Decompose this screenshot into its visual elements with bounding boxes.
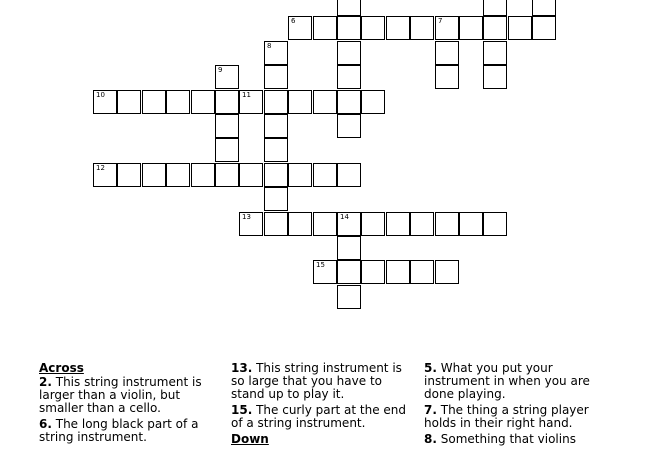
grid-cell-11[interactable] <box>239 90 263 114</box>
clue-column-1 <box>39 362 209 447</box>
clue-number: 8. <box>424 432 437 446</box>
grid-cell[interactable] <box>435 260 459 284</box>
grid-cell[interactable] <box>337 236 361 260</box>
grid-cell-10[interactable] <box>93 90 117 114</box>
cell-number: 14 <box>340 213 349 221</box>
grid-cell[interactable] <box>361 260 385 284</box>
cell-number: 7 <box>438 17 443 25</box>
grid-cell-8[interactable] <box>264 41 288 65</box>
grid-cell[interactable] <box>483 16 507 40</box>
grid-cell-13[interactable] <box>239 212 263 236</box>
grid-cell-7[interactable] <box>435 16 459 40</box>
clue-down-8 <box>424 433 602 446</box>
grid-cell-12[interactable] <box>93 163 117 187</box>
grid-cell[interactable] <box>337 163 361 187</box>
grid-cell[interactable] <box>264 114 288 138</box>
grid-cell[interactable] <box>337 65 361 89</box>
grid-cell[interactable] <box>337 90 361 114</box>
grid-cell[interactable] <box>264 187 288 211</box>
grid-cell[interactable] <box>117 90 141 114</box>
grid-cell[interactable] <box>264 65 288 89</box>
grid-cell[interactable] <box>435 65 459 89</box>
grid-cell[interactable] <box>142 163 166 187</box>
grid-cell[interactable] <box>215 90 239 114</box>
cell-number: 6 <box>291 17 296 25</box>
grid-cell[interactable] <box>410 212 434 236</box>
clue-number: 7. <box>424 403 437 417</box>
cell-number: 13 <box>242 213 251 221</box>
clue-text: The curly part at the end of a string instrument. <box>231 403 407 430</box>
grid-cell[interactable] <box>264 163 288 187</box>
clue-text: The thing a string player holds in their right hand. <box>424 403 589 430</box>
grid-cell[interactable] <box>386 260 410 284</box>
grid-cell[interactable] <box>239 163 263 187</box>
grid-cell[interactable] <box>532 16 556 40</box>
grid-cell[interactable] <box>459 16 483 40</box>
grid-cell[interactable] <box>361 90 385 114</box>
clue-across-13 <box>231 362 419 401</box>
grid-cell[interactable] <box>508 16 532 40</box>
grid-cell[interactable] <box>215 163 239 187</box>
grid-cell[interactable] <box>386 212 410 236</box>
grid-cell[interactable] <box>264 90 288 114</box>
grid-cell[interactable] <box>435 212 459 236</box>
clue-across-2 <box>39 376 209 415</box>
clue-down-5 <box>424 362 602 401</box>
cell-number: 8 <box>267 42 272 50</box>
clue-text: This string instrument is so large that you have to stand up to play it. <box>231 361 402 401</box>
grid-cell[interactable] <box>215 138 239 162</box>
clue-column-3 <box>424 362 602 449</box>
grid-cell-6[interactable] <box>288 16 312 40</box>
grid-cell[interactable] <box>313 212 337 236</box>
grid-cell[interactable] <box>337 260 361 284</box>
grid-cell[interactable] <box>337 16 361 40</box>
grid-cell[interactable] <box>361 212 385 236</box>
grid-cell[interactable] <box>361 16 385 40</box>
grid-cell-14[interactable] <box>337 212 361 236</box>
clue-text: This string instrument is larger than a violin, but smaller than a cello. <box>39 375 202 415</box>
clue-across-6 <box>39 418 209 444</box>
grid-cell[interactable] <box>313 163 337 187</box>
grid-cell[interactable] <box>288 90 312 114</box>
grid-cell[interactable] <box>166 163 190 187</box>
grid-cell[interactable] <box>410 16 434 40</box>
grid-cell[interactable] <box>264 138 288 162</box>
grid-cell[interactable] <box>142 90 166 114</box>
grid-cell[interactable] <box>483 0 507 16</box>
cell-number: 10 <box>96 91 105 99</box>
clue-number: 15. <box>231 403 253 417</box>
grid-cell[interactable] <box>117 163 141 187</box>
clue-text: Something that violins <box>440 432 576 446</box>
clue-text: What you put your instrument in when you are done playing. <box>424 361 590 401</box>
cell-number: 11 <box>242 91 251 99</box>
grid-cell[interactable] <box>337 0 361 16</box>
cell-number: 9 <box>218 66 223 74</box>
grid-cell-9[interactable] <box>215 65 239 89</box>
clue-across-15 <box>231 404 419 430</box>
grid-cell[interactable] <box>215 114 239 138</box>
clue-number: 6. <box>39 417 52 431</box>
grid-cell[interactable] <box>483 212 507 236</box>
grid-cell[interactable] <box>410 260 434 284</box>
grid-cell[interactable] <box>337 41 361 65</box>
clue-number: 13. <box>231 361 253 375</box>
clue-down-7 <box>424 404 602 430</box>
grid-cell[interactable] <box>313 16 337 40</box>
grid-cell-15[interactable] <box>313 260 337 284</box>
clue-column-2 <box>231 362 419 447</box>
cell-number: 12 <box>96 164 105 172</box>
grid-cell[interactable] <box>191 163 215 187</box>
grid-cell[interactable] <box>386 16 410 40</box>
grid-cell[interactable] <box>483 41 507 65</box>
grid-cell[interactable] <box>532 0 556 16</box>
grid-cell[interactable] <box>313 90 337 114</box>
grid-cell[interactable] <box>337 285 361 309</box>
clue-number: 2. <box>39 375 52 389</box>
across-heading: Across <box>39 361 84 375</box>
grid-cell[interactable] <box>337 114 361 138</box>
grid-cell[interactable] <box>435 41 459 65</box>
cell-number: 15 <box>316 261 325 269</box>
down-heading: Down <box>231 432 269 446</box>
grid-cell[interactable] <box>264 212 288 236</box>
grid-cell[interactable] <box>288 163 312 187</box>
grid-cell[interactable] <box>191 90 215 114</box>
grid-cell[interactable] <box>166 90 190 114</box>
grid-cell[interactable] <box>288 212 312 236</box>
clue-number: 5. <box>424 361 437 375</box>
grid-cell[interactable] <box>459 212 483 236</box>
clue-text: The long black part of a string instrument. <box>39 417 199 444</box>
grid-cell[interactable] <box>483 65 507 89</box>
